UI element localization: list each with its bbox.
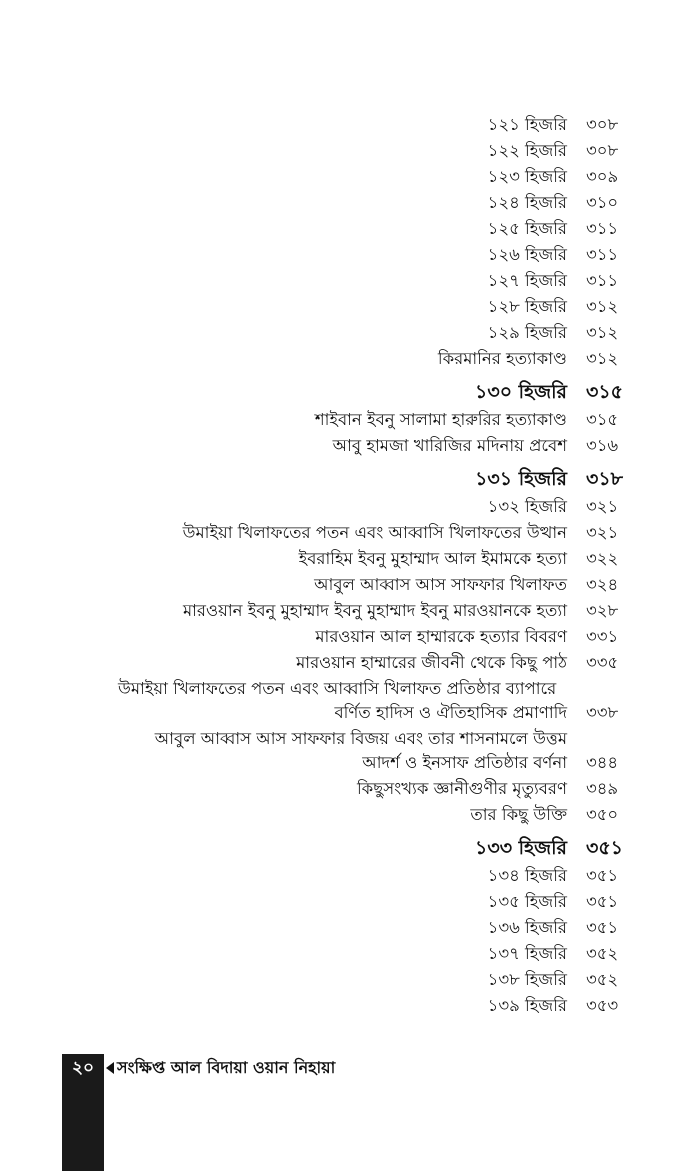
- toc-entry-label: ১২৯ হিজরি: [487, 323, 567, 342]
- toc-entry: [0, 703, 700, 727]
- toc-entry-page: ৩২৪: [586, 575, 619, 594]
- toc-entry: [0, 968, 700, 994]
- toc-entry: [0, 753, 700, 777]
- toc-entry: [0, 890, 700, 916]
- toc-entry-page: ৩৫২: [586, 944, 619, 963]
- toc-entry-label: ১২৬ হিজরি: [487, 245, 567, 264]
- toc-entry-label: আদর্শ ও ইনসাফ প্রতিষ্ঠার বর্ণনা: [362, 753, 567, 772]
- toc-entry-label: তার কিছু উক্তি: [470, 805, 567, 824]
- toc-entry: [0, 942, 700, 968]
- toc-heading: [0, 832, 700, 864]
- toc-entry: [0, 677, 700, 703]
- toc-entry-label: কিছুসংখ্যক জ্ঞানীগুণীর মৃত্যুবরণ: [356, 779, 567, 798]
- toc-entry-page: ৩১৫: [586, 410, 619, 429]
- toc-entry-label: মারওয়ান ইবনু মুহাম্মাদ ইবনু মুহাম্মাদ ইবনু মারওয়ানকে হত্যা: [182, 601, 567, 620]
- toc-entry: [0, 321, 700, 347]
- toc-entry: [0, 916, 700, 942]
- toc-entry-page: ৩৩৫: [586, 653, 619, 672]
- toc-entry: [0, 727, 700, 753]
- toc-entry-page: ৩৫১: [586, 918, 619, 937]
- toc-entry-page: ৩১৮: [586, 468, 624, 490]
- toc-entry: [0, 217, 700, 243]
- toc-entry-page: ৩১২: [586, 323, 619, 342]
- toc-entry-page: ৩৫১: [586, 837, 624, 859]
- toc-entry-label: ১৩২ হিজরি: [487, 497, 567, 516]
- toc-entry: [0, 864, 700, 890]
- toc-entry: [0, 573, 700, 599]
- toc-entry-label: কিরমানির হত্যাকাণ্ড: [437, 349, 567, 368]
- toc-entry: [0, 434, 700, 460]
- toc-entry-label: মারওয়ান আল হাম্মারকে হত্যার বিবরণ: [315, 627, 567, 646]
- toc-entry-page: ৩১১: [586, 245, 619, 264]
- toc-entry-page: ৩০৯: [586, 167, 619, 186]
- toc-entry: [0, 803, 700, 829]
- toc-entry-page: ৩১০: [586, 193, 619, 212]
- toc-entry-page: ৩২২: [586, 549, 619, 568]
- toc-entry-page: ৩১১: [586, 219, 619, 238]
- toc-entry-label: ১৩৯ হিজরি: [487, 996, 567, 1015]
- toc-entry: [0, 269, 700, 295]
- toc-entry-page: ৩২৮: [586, 601, 619, 620]
- toc-entry-page: ৩৫১: [586, 866, 619, 885]
- toc-heading: [0, 463, 700, 495]
- toc-entry-label: ১২৪ হিজরি: [487, 193, 567, 212]
- toc-entry-label: ১৩০ হিজরি: [475, 381, 567, 403]
- toc-entry-label: ১২৩ হিজরি: [487, 167, 567, 186]
- toc-entry-page: ৩৫২: [586, 970, 619, 989]
- toc-entry-label: ইবরাহিম ইবনু মুহাম্মাদ আল ইমামকে হত্যা: [298, 549, 567, 568]
- toc-entry: [0, 547, 700, 573]
- toc-entry-page: ৩১৫: [586, 381, 624, 403]
- toc-entry-page: ৩৫৩: [586, 996, 619, 1015]
- toc-entry: [0, 139, 700, 165]
- toc-entry-label: ১২১ হিজরি: [487, 115, 567, 134]
- toc-entry: [0, 777, 700, 803]
- toc-entry: [0, 599, 700, 625]
- toc-entry-label: মারওয়ান হাম্মারের জীবনী থেকে কিছু পাঠ: [296, 653, 567, 672]
- toc-entry-page: ৩৪৯: [586, 779, 619, 798]
- toc-entry-label: ১৩৮ হিজরি: [487, 970, 567, 989]
- toc-entry: [0, 113, 700, 139]
- toc-entry: [0, 191, 700, 217]
- toc-entry-label: উমাইয়া খিলাফতের পতন এবং আব্বাসি খিলাফতের উত্থান: [182, 523, 567, 542]
- toc-entry-page: ৩১২: [586, 349, 619, 368]
- toc-entry-page: ৩২১: [586, 523, 619, 542]
- table-of-contents: [0, 113, 700, 1020]
- book-title: সংক্ষিপ্ত আল বিদায়া ওয়ান নিহায়া: [117, 1058, 336, 1077]
- toc-heading: [0, 376, 700, 408]
- toc-entry-page: ৩৫০: [586, 805, 619, 824]
- toc-entry-page: ৩০৮: [586, 141, 619, 160]
- toc-entry-label: ১৩৫ হিজরি: [487, 892, 567, 911]
- toc-entry: [0, 495, 700, 521]
- toc-entry-page: ৩২১: [586, 497, 619, 516]
- toc-entry: [0, 521, 700, 547]
- toc-entry-label: ১৩১ হিজরি: [475, 468, 567, 490]
- toc-entry-label: আবুল আব্বাস আস সাফফার বিজয় এবং তার শাসনামলে উত্তম: [154, 729, 567, 748]
- toc-entry-label: ১৩৬ হিজরি: [487, 918, 567, 937]
- toc-entry-page: ৩৩৮: [586, 703, 619, 722]
- toc-entry-page: ৩১২: [586, 297, 619, 316]
- toc-entry-page: ৩৩১: [586, 627, 619, 646]
- toc-entry: [0, 408, 700, 434]
- toc-entry-label: ১৩৭ হিজরি: [487, 944, 567, 963]
- toc-entry-label: ১২৮ হিজরি: [487, 297, 567, 316]
- toc-entry-page: ৩১১: [586, 271, 619, 290]
- toc-entry-label: ১৩৪ হিজরি: [487, 866, 567, 885]
- toc-entry: [0, 651, 700, 677]
- toc-entry-label: শাইবান ইবনু সালামা হারুরির হত্যাকাণ্ড: [314, 410, 567, 429]
- toc-entry-label: ১২৭ হিজরি: [487, 271, 567, 290]
- toc-entry-label: বর্ণিত হাদিস ও ঐতিহাসিক প্রমাণাদি: [334, 703, 567, 722]
- left-triangle-icon: [106, 1062, 114, 1074]
- page-number: ২০: [71, 1058, 95, 1078]
- toc-entry-label: ১২৫ হিজরি: [487, 219, 567, 238]
- toc-entry-page: ৩৪৪: [586, 753, 619, 772]
- toc-entry-page: ৩৫১: [586, 892, 619, 911]
- toc-entry: [0, 625, 700, 651]
- toc-entry-label: আবু হামজা খারিজির মদিনায় প্রবেশ: [332, 436, 567, 455]
- toc-entry-label: ১৩৩ হিজরি: [475, 837, 567, 859]
- toc-entry-label: উমাইয়া খিলাফতের পতন এবং আব্বাসি খিলাফত প্রতিষ্ঠার ব্যাপারে: [118, 679, 557, 698]
- toc-entry-label: ১২২ হিজরি: [487, 141, 567, 160]
- toc-entry-page: ৩১৬: [586, 436, 619, 455]
- toc-entry: [0, 243, 700, 269]
- toc-entry-page: ৩০৮: [586, 115, 619, 134]
- toc-entry: [0, 347, 700, 373]
- toc-entry-label: আবুল আব্বাস আস সাফফার খিলাফত: [314, 575, 567, 594]
- toc-entry: [0, 165, 700, 191]
- toc-entry: [0, 994, 700, 1020]
- toc-entry: [0, 295, 700, 321]
